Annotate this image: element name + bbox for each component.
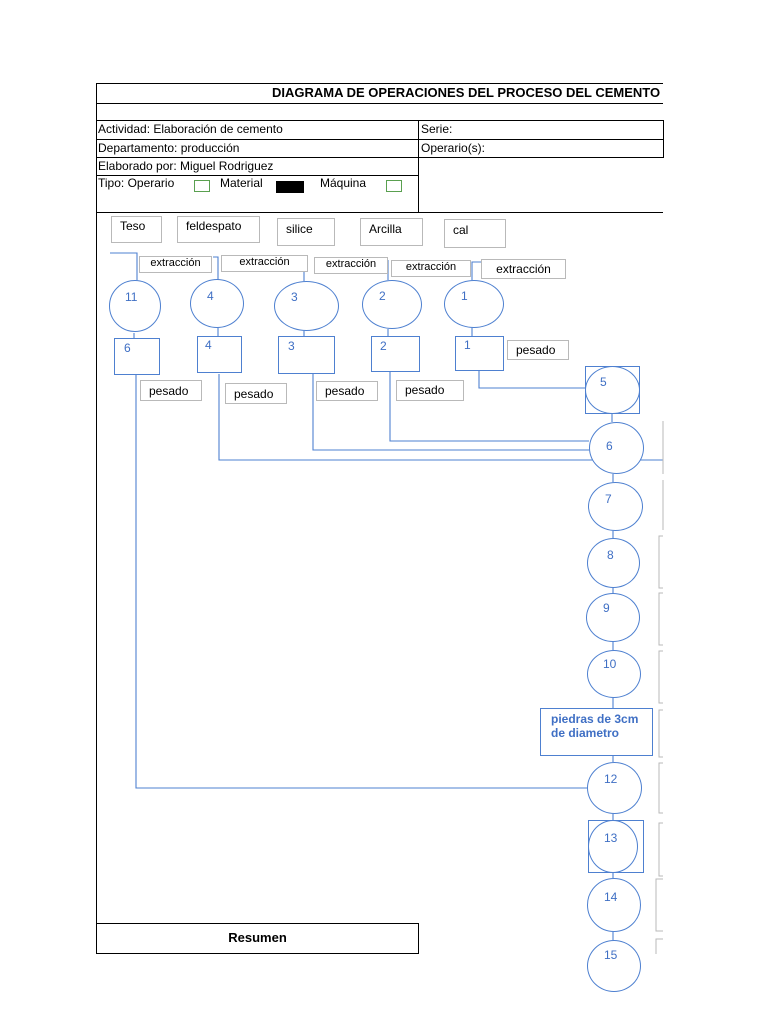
weighing-label: pesado <box>316 381 378 401</box>
material-label: Material <box>220 176 263 190</box>
operation-circle-5 <box>585 366 640 414</box>
operation-number: 11 <box>125 290 138 304</box>
operation-number: 8 <box>607 548 614 562</box>
operation-number: 5 <box>600 375 607 389</box>
operation-number: 12 <box>604 772 618 786</box>
extraction-label: extracción <box>139 256 212 273</box>
operation-circle-14 <box>587 878 641 932</box>
serie-field: Serie: <box>421 122 453 136</box>
operation-number: 6 <box>606 439 613 453</box>
operation-number: 4 <box>207 289 214 303</box>
operation-circle-12 <box>587 762 642 814</box>
operation-number: 4 <box>205 338 212 352</box>
maquina-checkbox[interactable] <box>386 180 402 192</box>
operation-number: 2 <box>380 339 387 353</box>
operation-circle-11 <box>109 280 161 332</box>
operation-number: 3 <box>288 339 295 353</box>
operation-number: 14 <box>604 890 618 904</box>
operation-number: 1 <box>464 338 471 352</box>
weighing-label: pesado <box>507 340 569 360</box>
operation-number: 9 <box>603 601 610 615</box>
operation-number: 13 <box>604 831 618 845</box>
operation-number: 6 <box>124 341 131 355</box>
material-label-feldespato: feldespato <box>177 216 260 243</box>
departamento-field: Departamento: producción <box>98 141 240 155</box>
operation-circle-13 <box>588 820 638 873</box>
material-checkbox[interactable] <box>276 181 304 193</box>
operation-circle-2 <box>362 280 422 329</box>
material-label-cal: cal <box>444 219 506 248</box>
weighing-box-3 <box>278 336 335 374</box>
operation-circle-6 <box>589 422 644 474</box>
operation-number: 1 <box>461 289 468 303</box>
weighing-label: pesado <box>140 380 202 401</box>
weighing-box-4 <box>197 336 242 373</box>
extraction-label: extracción <box>481 259 566 279</box>
extraction-label: extracción <box>221 255 308 272</box>
tipo-operario-label: Tipo: Operario <box>98 176 175 190</box>
material-label-silice: silice <box>277 218 335 246</box>
elaborado-field: Elaborado por: Miguel Rodriguez <box>98 159 274 173</box>
product-note: piedras de 3cm de diametro <box>551 712 639 740</box>
operation-circle-3 <box>274 281 339 331</box>
maquina-label: Máquina <box>320 176 367 190</box>
weighing-label: pesado <box>396 380 464 401</box>
operation-circle-9 <box>586 593 640 642</box>
operation-circle-1 <box>444 280 504 328</box>
operario-checkbox[interactable] <box>194 180 210 192</box>
operation-number: 15 <box>604 948 618 962</box>
extraction-label: extracción <box>391 260 471 277</box>
weighing-box-1 <box>455 336 504 371</box>
operation-number: 7 <box>605 492 612 506</box>
operation-number: 3 <box>291 290 298 304</box>
weighing-box-2 <box>371 336 420 372</box>
operation-circle-8 <box>587 538 640 588</box>
weighing-label: pesado <box>225 383 287 404</box>
summary-label: Resumen <box>228 930 287 945</box>
operation-number: 2 <box>379 289 386 303</box>
operation-circle-15-clip <box>587 940 641 962</box>
operarios-field: Operario(s): <box>421 141 486 155</box>
weighing-box-6 <box>114 338 160 375</box>
actividad-field: Actividad: Elaboración de cemento <box>98 122 283 136</box>
material-label-arcilla: Arcilla <box>360 218 423 246</box>
operation-number: 10 <box>603 657 617 671</box>
operation-circle-4 <box>190 279 244 328</box>
operation-circle-7 <box>588 482 643 531</box>
material-label-teso: Teso <box>111 216 162 243</box>
side-boxes <box>656 421 663 954</box>
extraction-label: extracción <box>314 257 388 274</box>
diagram-title: DIAGRAMA DE OPERACIONES DEL PROCESO DEL CEMENTO <box>272 85 661 100</box>
